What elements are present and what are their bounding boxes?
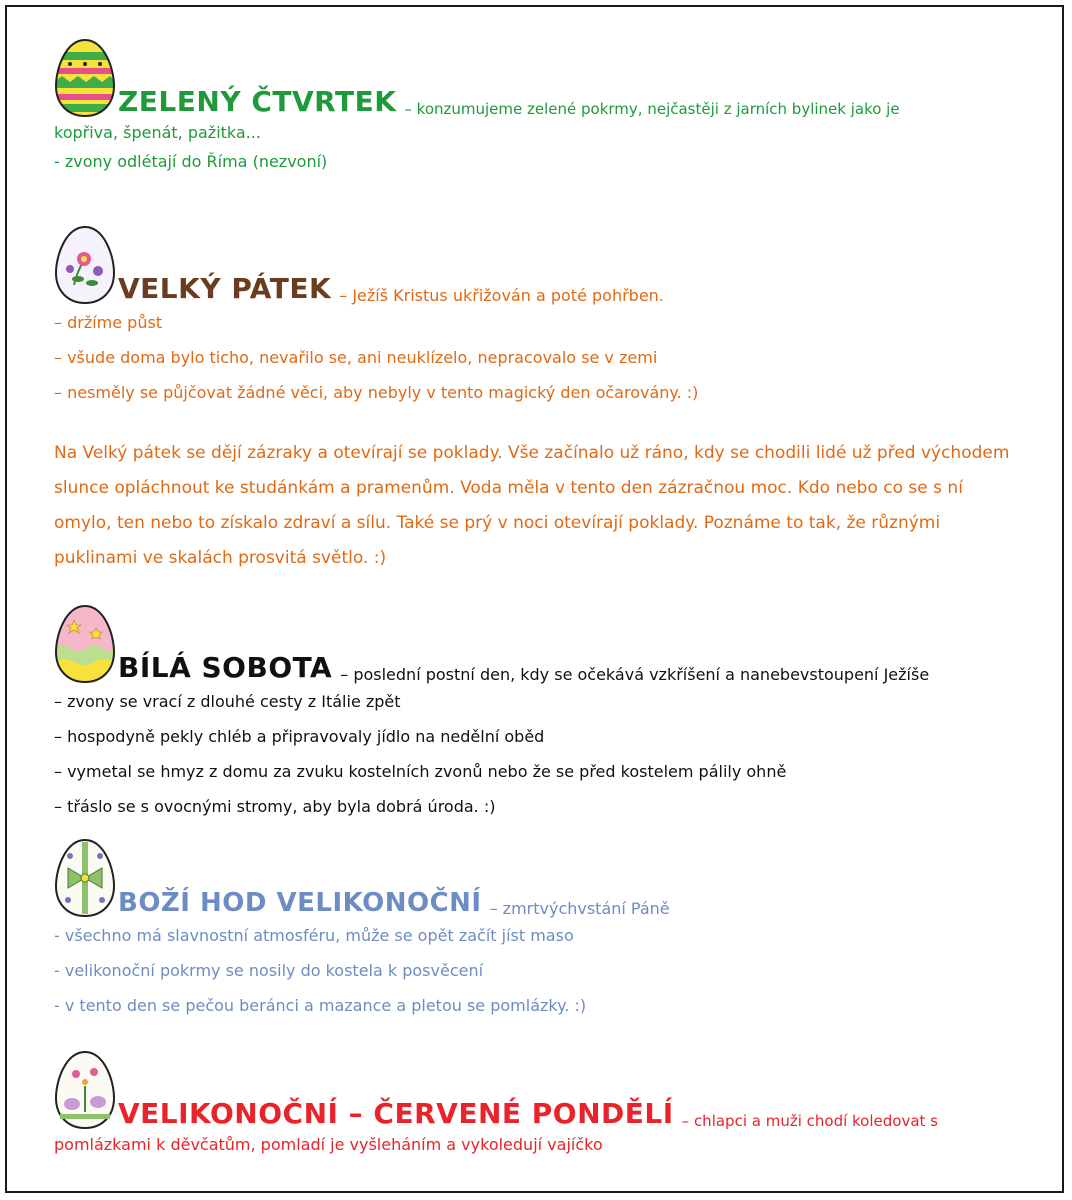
section-paragraph: Na Velký pátek se dějí zázraky a otevírají se poklady. Vše začínalo už ráno, kdy se chodili lidé už před východem slunce opláchnout ke studánkám a pramenům. Voda měla v tento den zázračnou moc. Kdo nebo co se s ní omylo, ten nebo to získalo zdraví a sílu. Také se prý v noci otevírají poklady. Poznáme to tak, že různými puklinami ve skalách prosvitá světlo. :) bbox=[54, 443, 1010, 568]
easter-egg-birds-icon bbox=[54, 1050, 116, 1130]
section-description: – poslední postní den, kdy se očekává vzkříšení a nanebevstoupení Ježíše bbox=[340, 665, 930, 684]
list-item: – držíme půst bbox=[54, 313, 163, 332]
section-cervene-pondeli bbox=[54, 1050, 1024, 1156]
easter-egg-flower-icon bbox=[54, 225, 116, 305]
section-title: BÍLÁ SOBOTA bbox=[118, 651, 333, 684]
list-item: – třáslo se s ovocnými stromy, aby byla dobrá úroda. :) bbox=[54, 797, 496, 816]
easter-egg-bow-icon bbox=[54, 838, 116, 918]
description-continuation: kopřiva, špenát, pažitka... bbox=[54, 123, 261, 142]
section-title: ZELENÝ ČTVRTEK bbox=[118, 85, 397, 118]
list-item: - všechno má slavnostní atmosféru, může se opět začít jíst maso bbox=[54, 926, 574, 945]
list-item: – zvony se vrací z dlouhé cesty z Itálie zpět bbox=[54, 692, 401, 711]
list-item: – nesměly se půjčovat žádné věci, aby nebyly v tento magický den očarovány. :) bbox=[54, 383, 699, 402]
list-item: - zvony odlétají do Říma (nezvoní) bbox=[54, 152, 328, 171]
section-title: BOŽÍ HOD VELIKONOČNÍ bbox=[118, 888, 482, 918]
list-item: - velikonoční pokrmy se nosily do kostela k posvěcení bbox=[54, 961, 484, 980]
section-description: – zmrtvýchvstání Páně bbox=[489, 899, 670, 918]
section-description: – konzumujeme zelené pokrmy, nejčastěji z jarních bylinek jako je bbox=[404, 100, 900, 118]
section-description: – Ježíš Kristus ukřižován a poté pohřben. bbox=[339, 286, 664, 305]
section-bozi-hod bbox=[54, 838, 1024, 1023]
list-item: - v tento den se pečou beránci a mazance a pletou se pomlázky. :) bbox=[54, 996, 587, 1015]
easter-egg-green-icon bbox=[54, 38, 116, 118]
easter-egg-pink-icon bbox=[54, 604, 116, 684]
section-title: VELIKONOČNÍ – ČERVENÉ PONDĚLÍ bbox=[118, 1097, 674, 1130]
section-bila-sobota bbox=[54, 604, 1024, 824]
section-description: – chlapci a muži chodí koledovat s bbox=[681, 1112, 938, 1130]
section-zeleny-ctvrtek bbox=[54, 38, 1024, 179]
section-velky-patek bbox=[54, 225, 1024, 576]
section-title: VELKÝ PÁTEK bbox=[118, 272, 332, 305]
description-continuation: pomlázkami k děvčatům, pomladí je vyšleháním a vykoledují vajíčko bbox=[54, 1135, 603, 1154]
list-item: – vymetal se hmyz z domu za zvuku kostelních zvonů nebo že se před kostelem pálily ohně bbox=[54, 762, 787, 781]
list-item: – všude doma bylo ticho, nevařilo se, ani neuklízelo, nepracovalo se v zemi bbox=[54, 348, 658, 367]
list-item: – hospodyně pekly chléb a připravovaly jídlo na nedělní oběd bbox=[54, 727, 545, 746]
